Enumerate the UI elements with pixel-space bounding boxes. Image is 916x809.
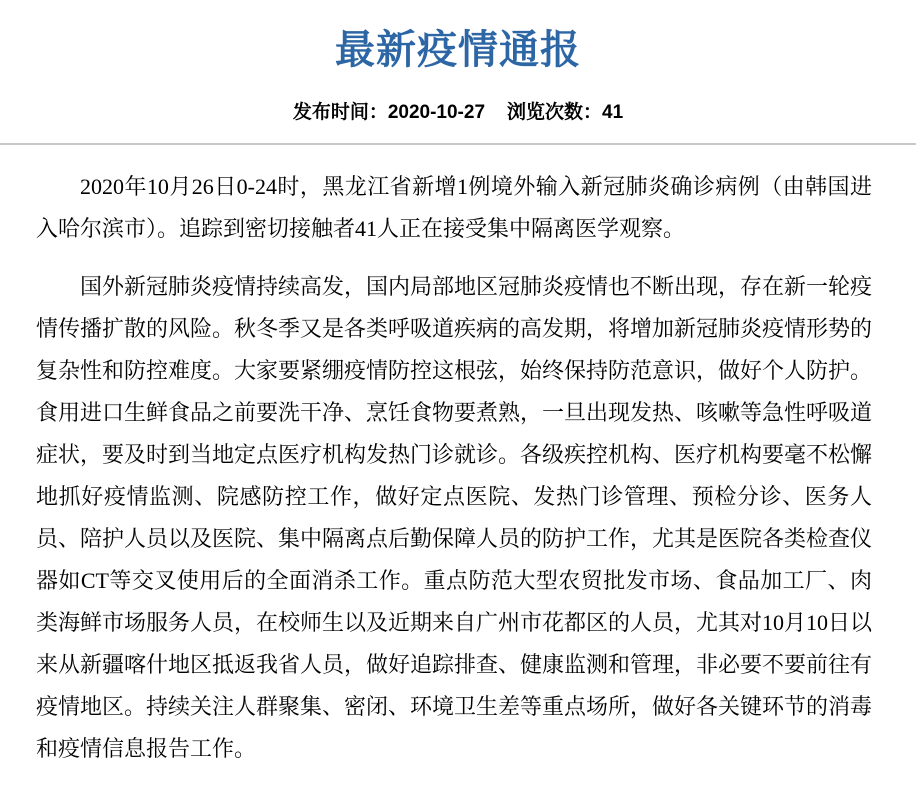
header-divider: [0, 143, 916, 145]
article-body: [0, 166, 916, 800]
view-count-value: 41: [602, 102, 624, 123]
page-title: 最新疫情通报: [335, 28, 581, 72]
publish-time-value: 2020-10-27: [387, 102, 486, 123]
publish-time: [293, 102, 485, 123]
view-count-label: 浏览次数：: [507, 102, 603, 123]
article-paragraph-2: 国外新冠肺炎疫情持续高发，国内局部地区冠肺炎疫情也不断出现，存在新一轮疫情传播扩散的风险。秋冬季又是各类呼吸道疾病的高发期，将增加新冠肺炎疫情形势的复杂性和防控难度。大家要紧绷疫情防控这根弦，始终保持防范意识，做好个人防护。食用进口生鲜食品之前要洗干净、烹饪食物要煮熟，一旦出现发热、咳嗽等急性呼吸道症状，要及时到当地定点医疗机构发热门诊就诊。各级疾控机构、医疗机构要毫不松懈地抓好疫情监测、院感防控工作，做好定点医院、发热门诊管理、预检分诊、医务人员、陪护人员以及医院、集中隔离点后勤保障人员的防护工作，尤其是医院各类检查仪器如CT等交叉使用后的全面消杀工作。重点防范大型农贸批发市场、食品加工厂、肉类海鲜市场服务人员，在校师生以及近期来自广州市花都区的人员，尤其对10月10日以来从新疆喀什地区抵返我省人员，做好追踪排查、健康监测和管理，非必要不要前往有疫情地区。持续关注人群聚集、密闭、环境卫生差等重点场所，做好各关键环节的消毒和疫情信息报告工作。: [36, 274, 873, 761]
publish-time-label: 发布时间：: [292, 102, 388, 123]
article-meta-bar: [0, 102, 916, 124]
view-count: [507, 102, 623, 123]
article-paragraph-1: 2020年10月26日0-24时，黑龙江省新增1例境外输入新冠肺炎确诊病例（由韩国进入哈尔滨市）。追踪到密切接触者41人正在接受集中隔离医学观察。: [36, 174, 872, 241]
